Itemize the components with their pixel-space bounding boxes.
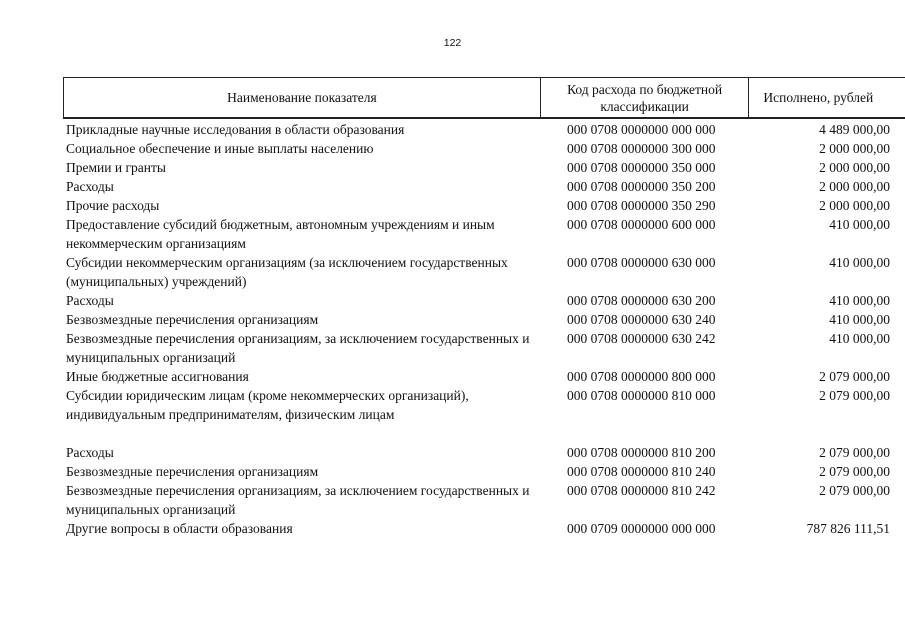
table-row [63,120,905,139]
row-amount: 787 826 111,51 [806,521,890,536]
row-code: 000 0708 0000000 300 000 [567,141,716,156]
row-amount: 4 489 000,00 [819,122,890,137]
column-header-amount: Исполнено, рублей [763,90,874,105]
row-amount: 2 079 000,00 [819,483,890,498]
row-code: 000 0708 0000000 630 200 [567,293,716,308]
row-name: Субсидии некоммерческим организациям (за исключением государственных (муниципальных) учреждений) [66,255,508,289]
table-row [63,158,905,177]
row-name: Безвозмездные перечисления организациям, за исключением государственных и муниципальных организаций [66,331,530,365]
row-code: 000 0708 0000000 350 200 [567,179,716,194]
table-row [63,481,905,519]
row-amount: 410 000,00 [829,293,890,308]
row-amount: 2 000 000,00 [819,160,890,175]
table-row [63,291,905,310]
row-code: 000 0708 0000000 630 242 [567,331,716,346]
row-name: Предоставление субсидий бюджетным, автономным учреждениям и иным некоммерческим организациям [66,217,495,251]
row-code: 000 0708 0000000 810 000 [567,388,716,403]
table-row [63,367,905,386]
row-name: Безвозмездные перечисления организациям [66,312,319,327]
table-header [63,77,905,119]
row-name: Социальное обеспечение и иные выплаты населению [66,141,374,156]
row-name: Расходы [66,445,114,460]
table-row [63,215,905,253]
row-name: Другие вопросы в области образования [66,521,293,536]
row-code: 000 0708 0000000 600 000 [567,217,716,232]
row-name: Премии и гранты [66,160,166,175]
table-row [63,139,905,158]
table-row [63,462,905,481]
row-amount: 410 000,00 [829,331,890,346]
row-code: 000 0708 0000000 630 240 [567,312,716,327]
row-amount: 410 000,00 [829,217,890,232]
row-name: Прикладные научные исследования в области образования [66,122,405,137]
row-name: Иные бюджетные ассигнования [66,369,249,384]
row-amount: 2 079 000,00 [819,388,890,403]
row-name: Безвозмездные перечисления организациям [66,464,319,479]
page-number: 122 [443,37,462,49]
row-code: 000 0708 0000000 810 242 [567,483,716,498]
table-row [63,443,905,462]
row-name: Расходы [66,293,114,308]
row-name: Прочие расходы [66,198,160,213]
row-code: 000 0708 0000000 630 000 [567,255,716,270]
table-row [63,253,905,291]
row-amount: 2 079 000,00 [819,369,890,384]
row-code: 000 0708 0000000 810 240 [567,464,716,479]
row-name: Безвозмездные перечисления организациям, за исключением государственных и муниципальных организаций [66,483,530,517]
table-body [63,120,905,538]
column-header-code: Код расхода по бюджетной классификации [541,78,750,117]
row-gap [63,424,905,443]
row-amount: 2 079 000,00 [819,445,890,460]
table-row [63,196,905,215]
row-amount: 2 000 000,00 [819,198,890,213]
row-amount: 2 000 000,00 [819,179,890,194]
table-row [63,310,905,329]
table-row [63,519,905,538]
row-code: 000 0708 0000000 810 200 [567,445,716,460]
row-amount: 410 000,00 [829,255,890,270]
row-amount: 2 079 000,00 [819,464,890,479]
row-code: 000 0708 0000000 800 000 [567,369,716,384]
row-code: 000 0708 0000000 350 000 [567,160,716,175]
table-row [63,177,905,196]
row-name: Субсидии юридическим лицам (кроме некоммерческих организаций), индивидуальным предпринимателям, физическим лицам [66,388,469,422]
row-name: Расходы [66,179,114,194]
column-header-name: Наименование показателя [64,78,541,117]
row-amount: 410 000,00 [829,312,890,327]
table-row [63,329,905,367]
row-code: 000 0709 0000000 000 000 [567,521,716,536]
table-row [63,386,905,424]
row-code: 000 0708 0000000 350 290 [567,198,716,213]
row-code: 000 0708 0000000 000 000 [567,122,716,137]
row-amount: 2 000 000,00 [819,141,890,156]
